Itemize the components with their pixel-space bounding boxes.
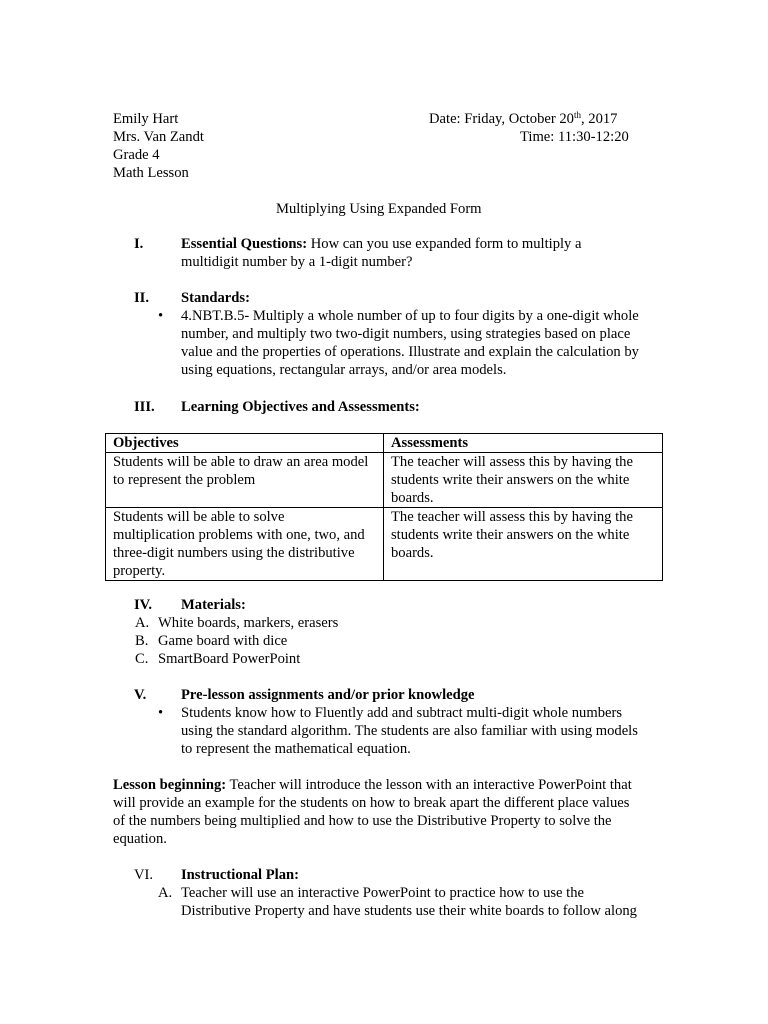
section-1-line-2: multidigit number by a 1-digit number? [181, 254, 413, 270]
prior-knowledge-line-1: Students know how to Fluently add and subtract multi-digit whole numbers [181, 705, 623, 721]
assessment-cell [384, 508, 663, 581]
header-objectives: Objectives [106, 434, 384, 453]
instructional-line-2: Distributive Property and have students use their white boards to follow along [181, 903, 637, 919]
material-item-a: White boards, markers, erasers [158, 615, 339, 631]
section-2-numeral: II. [134, 290, 150, 306]
section-1-numeral: I. [134, 236, 144, 252]
section-3-numeral: III. [134, 399, 155, 415]
instructional-marker-a: A. [158, 885, 173, 901]
objectives-table [105, 433, 663, 581]
lesson-beginning-heading: Lesson beginning: [113, 777, 227, 793]
subject: Math Lesson [113, 165, 189, 181]
lesson-beginning-line-1 [113, 776, 632, 794]
table-row [106, 453, 663, 508]
cell-line: Students will be able to solve [113, 509, 285, 525]
section-5-bullet: • [158, 705, 164, 721]
table-row [106, 508, 663, 581]
instructional-line-1: Teacher will use an interactive PowerPoint to practice how to use the [181, 885, 585, 901]
teacher-name: Mrs. Van Zandt [113, 129, 204, 145]
lesson-beginning-line-2: will provide an example for the students on how to break apart the different place values [113, 795, 630, 811]
section-2-heading: Standards: [181, 290, 250, 306]
standards-line-1: 4.NBT.B.5- Multiply a whole number of up to four digits by a one-digit whole [181, 308, 639, 324]
lesson-beginning-text: Teacher will introduce the lesson with an interactive PowerPoint that [226, 777, 632, 793]
date-prefix: Date: Friday, October 20 [429, 111, 574, 127]
section-1-line-1 [181, 235, 581, 253]
cell-line: property. [113, 563, 166, 579]
cell-line: The teacher will assess this by having the [391, 454, 633, 470]
lesson-date [429, 110, 617, 128]
cell-line: students write their answers on the white [391, 472, 630, 488]
section-3-heading: Learning Objectives and Assessments: [181, 399, 420, 415]
cell-line: to represent the problem [113, 472, 256, 488]
section-1-heading: Essential Questions: [181, 236, 308, 252]
material-item-b: Game board with dice [158, 633, 288, 649]
grade: Grade 4 [113, 147, 160, 163]
header-assessments: Assessments [384, 434, 663, 453]
standards-line-3: value and the properties of operations. Illustrate and explain the calculation by [181, 344, 639, 360]
cell-line: The teacher will assess this by having the [391, 509, 633, 525]
objective-cell [106, 508, 384, 581]
section-4-heading: Materials: [181, 597, 246, 613]
material-marker-b: B. [135, 633, 149, 649]
lesson-beginning-line-3: of the numbers being multiplied and how to use the Distributive Property to solve the [113, 813, 612, 829]
cell-line: Students will be able to draw an area model [113, 454, 369, 470]
cell-line: boards. [391, 545, 434, 561]
section-6-numeral: VI. [134, 867, 154, 883]
prior-knowledge-line-2: using the standard algorithm. The students are also familiar with using models [181, 723, 638, 739]
material-marker-a: A. [135, 615, 150, 631]
cell-line: multiplication problems with one, two, and [113, 527, 365, 543]
section-2-bullet: • [158, 308, 164, 324]
cell-line: boards. [391, 490, 434, 506]
date-superscript: th [573, 110, 581, 120]
cell-line: three-digit numbers using the distributive [113, 545, 355, 561]
section-6-heading: Instructional Plan: [181, 867, 299, 883]
section-5-numeral: V. [134, 687, 147, 703]
prior-knowledge-line-3: to represent the mathematical equation. [181, 741, 411, 757]
lesson-beginning-line-4: equation. [113, 831, 167, 847]
section-4-numeral: IV. [134, 597, 152, 613]
section-5-heading: Pre-lesson assignments and/or prior knowledge [181, 687, 475, 703]
cell-line: students write their answers on the white [391, 527, 630, 543]
student-name: Emily Hart [113, 111, 179, 127]
section-1-text: How can you use expanded form to multiply a [307, 236, 582, 252]
standards-line-2: number, and multiply two two-digit numbers, using strategies based on place [181, 326, 631, 342]
document-title: Multiplying Using Expanded Form [276, 201, 482, 217]
standards-line-4: using equations, rectangular arrays, and/or area models. [181, 362, 507, 378]
material-item-c: SmartBoard PowerPoint [158, 651, 301, 667]
table-header-row [106, 434, 663, 453]
assessment-cell [384, 453, 663, 508]
material-marker-c: C. [135, 651, 149, 667]
objective-cell [106, 453, 384, 508]
date-suffix: , 2017 [580, 111, 618, 127]
lesson-time: Time: 11:30-12:20 [520, 129, 629, 145]
